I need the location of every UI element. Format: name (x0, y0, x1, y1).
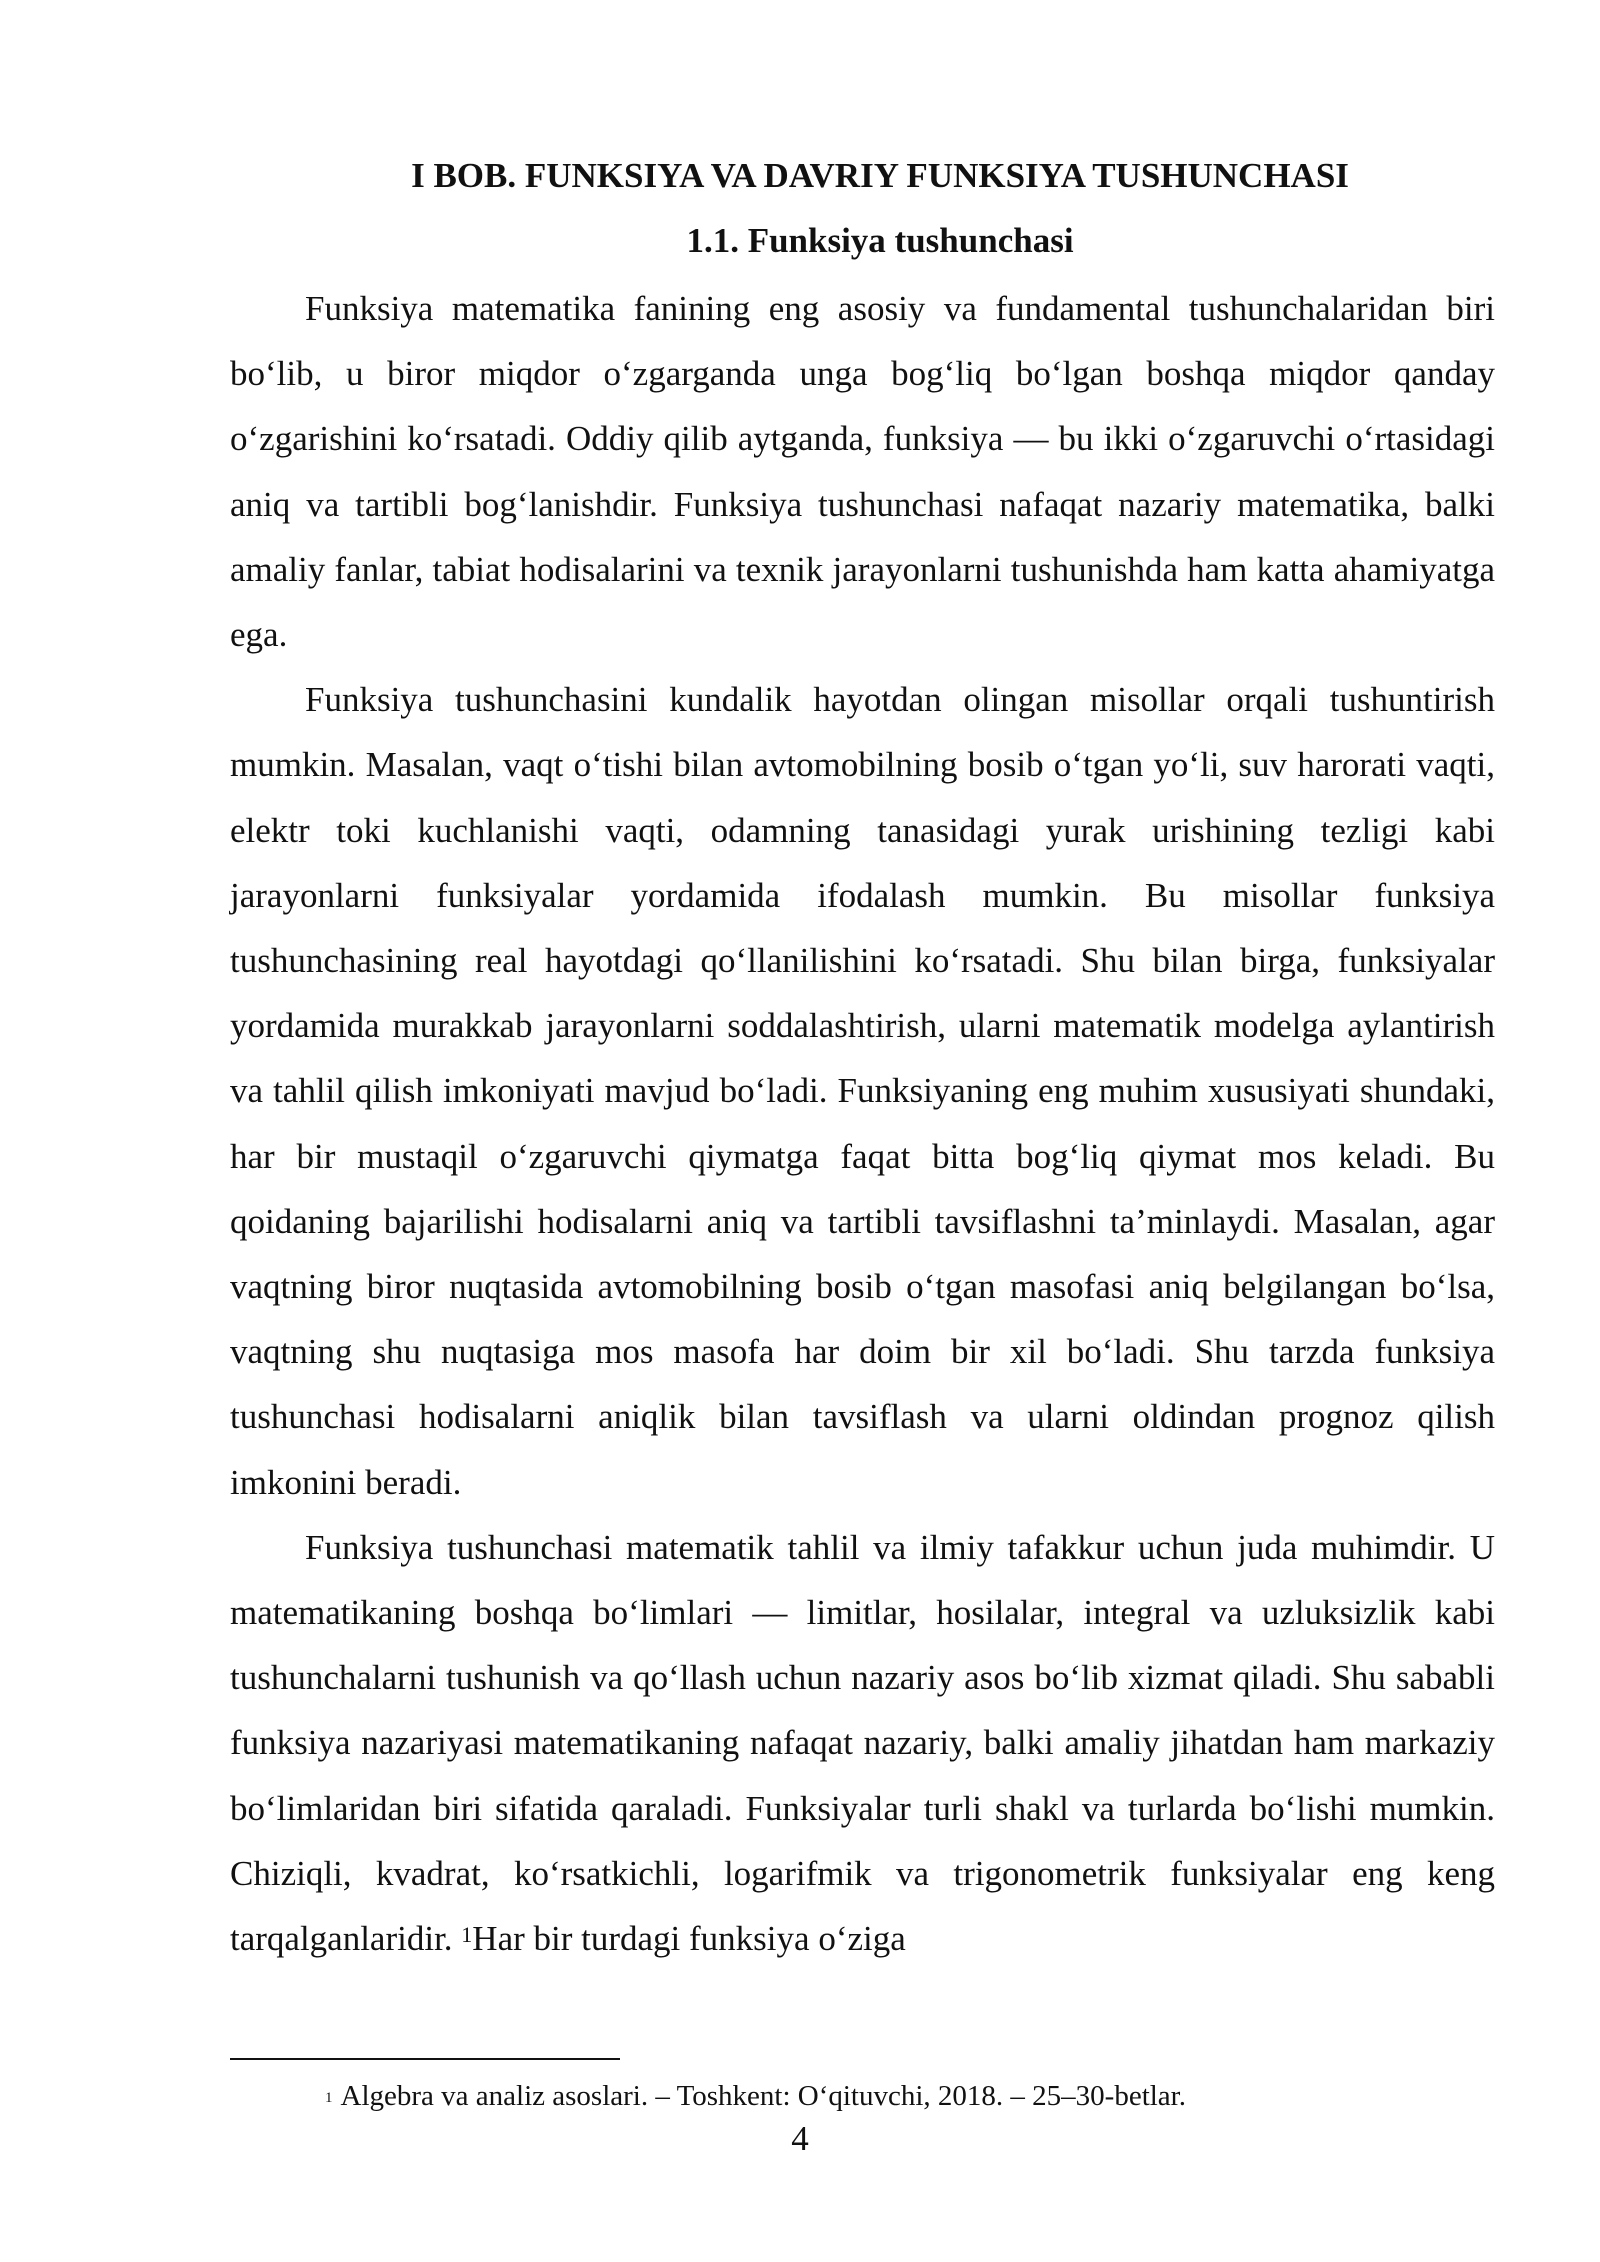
footnote (325, 2078, 1525, 2114)
footnote-marker: 1 (325, 2090, 333, 2106)
paragraph-3-text: Funksiya tushunchasi matematik tahlil va ilmiy tafakkur uchun juda muhimdir. U matematikaning boshqa bo‘limlari — limitlar, hosilalar, integral va uzluksizlik kabi tushunchalarni tushunish va qo‘llash uchun nazariy asos bo‘lib xizmat qiladi. Shu sababli funksiya nazariyasi matematikaning nafaqat nazariy, balki amaliy jihatdan ham markaziy bo‘limlaridan biri sifatida qaraladi. Funksiyalar turli shakl va turlarda bo‘lishi mumkin. Chiziqli, kvadrat, ko‘rsatkichli, logarifmik va trigonometrik funksiyalar eng keng tarqalganlaridir. (230, 1527, 1495, 1959)
page-number: 4 (791, 2119, 809, 2158)
paragraph-3 (230, 1515, 1495, 1971)
chapter-title: I BOB. FUNKSIYA VA DAVRIY FUNKSIYA TUSHUNCHASI (411, 156, 1349, 195)
section-title: 1.1. Funksiya tushunchasi (686, 221, 1074, 260)
footnote-separator (230, 2058, 620, 2060)
paragraph-3-continuation: Har bir turdagi funksiya o‘ziga (472, 1919, 906, 1959)
footnote-text: Algebra va analiz asoslari. – Toshkent: O‘qituvchi, 2018. – 25–30-betlar. (340, 2080, 1186, 2112)
paragraph-2: Funksiya tushunchasini kundalik hayotdan olingan misollar orqali tushuntirish mumkin. Masalan, vaqt o‘tishi bilan avtomobilning bosib o‘tgan yo‘li, suv harorati vaqti, elektr toki kuchlanishi vaqti, odamning tanasidagi yurak urishining tezligi kabi jarayonlarni funksiyalar yordamida ifodalash mumkin. Bu misollar funksiya tushunchasining real hayotdagi qo‘llanilishini ko‘rsatadi. Shu bilan birga, funksiyalar yordamida murakkab jarayonlarni soddalashtirish, ularni matematik modelga aylantirish va tahlil qilish imkoniyati mavjud bo‘ladi. Funksiyaning eng muhim xususiyati shundaki, har bir mustaqil o‘zgaruvchi qiymatga faqat bitta bog‘liq qiymat mos keladi. Bu qoidaning bajarilishi hodisalarni aniq va tartibli tavsiflashni ta’minlaydi. Masalan, agar vaqtning biror nuqtasida avtomobilning bosib o‘tgan masofasi aniq belgilangan bo‘lsa, vaqtning shu nuqtasiga mos masofa har doim bir xil bo‘ladi. Shu tarzda funksiya tushunchasi hodisalarni aniqlik bilan tavsiflash va ularni oldindan prognoz qilish imkonini beradi. (230, 680, 1495, 1502)
paragraph-1: Funksiya matematika fanining eng asosiy va fundamental tushunchalaridan biri bo‘lib, u biror miqdor o‘zgarganda unga bog‘liq bo‘lgan boshqa miqdor qanday o‘zgarishini ko‘rsatadi. Oddiy qilib aytganda, funksiya — bu ikki o‘zgaruvchi o‘rtasidagi aniq va tartibli bog‘lanishdir. Funksiya tushunchasi nafaqat nazariy matematika, balki amaliy fanlar, tabiat hodisalarini va texnik jarayonlarni tushunishda ham katta ahamiyatga ega. (230, 289, 1495, 655)
footnote-reference[interactable]: 1 (461, 1922, 473, 1948)
body-text (230, 276, 1495, 1971)
